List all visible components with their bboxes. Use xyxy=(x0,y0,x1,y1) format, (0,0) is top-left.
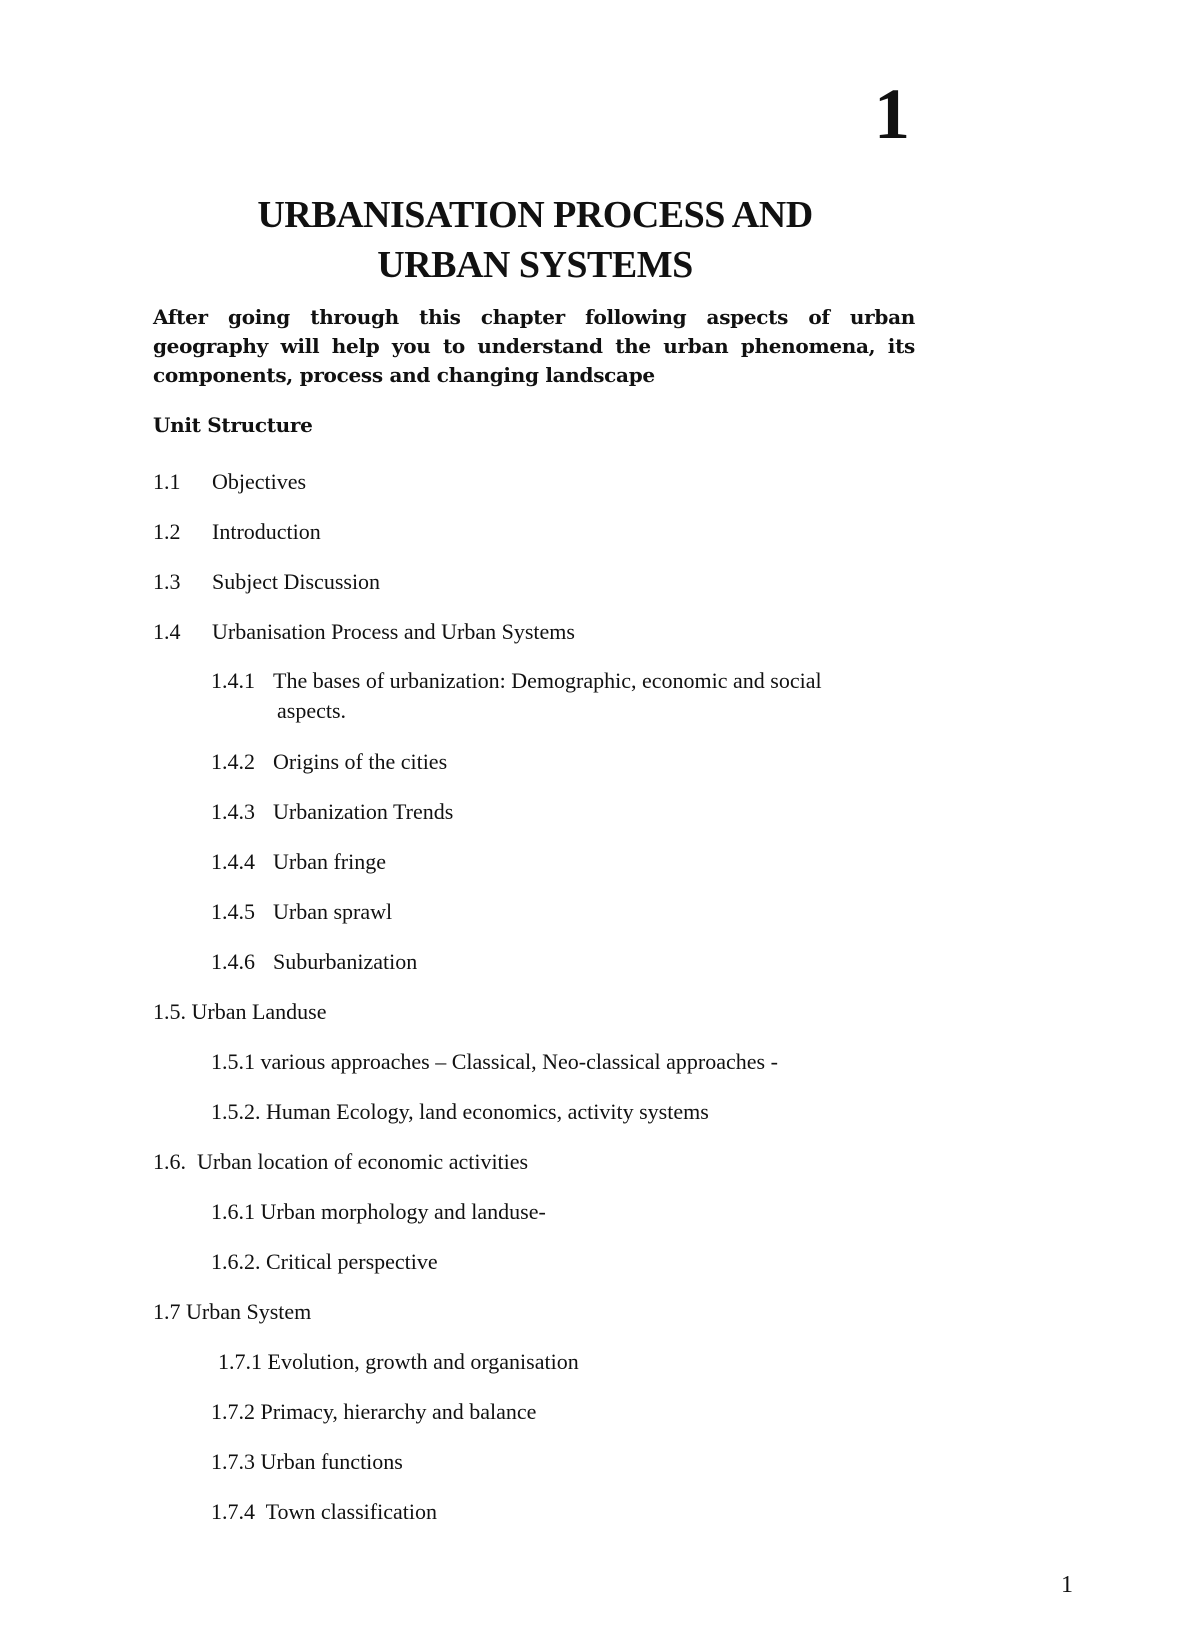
toc-item-1-7-4: 1.7.4 Town classification xyxy=(211,1499,437,1524)
toc-item-1-4 xyxy=(153,616,575,647)
toc-label: Urban sprawl xyxy=(273,899,393,924)
toc-item-1-6-2: 1.6.2. Critical perspective xyxy=(211,1249,438,1274)
toc-number: 1.4.6 xyxy=(211,949,255,974)
toc-item-1-5-2: 1.5.2. Human Ecology, land economics, activity systems xyxy=(211,1099,709,1124)
chapter-title-line-1: URBANISATION PROCESS AND xyxy=(257,194,813,236)
toc-number: 1.4.1 xyxy=(211,668,255,693)
toc-label: The bases of urbanization: Demographic, economic and social xyxy=(273,668,822,693)
toc-item-1-5-1: 1.5.1 various approaches – Classical, Neo-classical approaches - xyxy=(211,1049,778,1074)
toc-number: 1.4 xyxy=(153,619,181,644)
toc-number: 1.2 xyxy=(153,519,181,544)
toc-label: Urbanization Trends xyxy=(273,799,454,824)
toc-label: Subject Discussion xyxy=(212,569,381,594)
toc-item-1-6: 1.6. Urban location of economic activities xyxy=(153,1149,529,1174)
toc-item-1-1 xyxy=(153,466,306,497)
toc-item-1-4-2 xyxy=(211,746,447,777)
toc-number: 1.1 xyxy=(153,469,181,494)
toc-number: 1.4.3 xyxy=(211,799,255,824)
toc-label: Urbanisation Process and Urban Systems xyxy=(212,619,575,644)
toc-item-1-4-6 xyxy=(211,946,417,977)
toc-number: 1.4.4 xyxy=(211,849,255,874)
unit-structure-heading: Unit Structure xyxy=(153,413,313,437)
toc-item-1-4-1 xyxy=(211,666,921,726)
chapter-title xyxy=(155,190,915,290)
toc-number: 1.4.5 xyxy=(211,899,255,924)
chapter-title-line-2: URBAN SYSTEMS xyxy=(377,244,693,286)
toc-label-continuation: aspects. xyxy=(277,698,347,723)
toc-item-1-2 xyxy=(153,516,321,547)
toc-item-1-4-5 xyxy=(211,896,392,927)
toc-item-1-7: 1.7 Urban System xyxy=(153,1299,312,1324)
toc-number: 1.4.2 xyxy=(211,749,255,774)
toc-item-1-6-1: 1.6.1 Urban morphology and landuse- xyxy=(211,1199,546,1224)
chapter-intro: After going through this chapter following aspects of urban geography will help you to understand the urban phenomena, its components, process and changing landscape xyxy=(153,305,915,387)
toc-label: Objectives xyxy=(212,469,307,494)
chapter-number: 1 xyxy=(874,74,910,154)
toc-item-1-3 xyxy=(153,566,380,597)
toc-item-1-7-3: 1.7.3 Urban functions xyxy=(211,1449,403,1474)
toc-item-1-5: 1.5. Urban Landuse xyxy=(153,999,327,1024)
toc-item-1-4-3 xyxy=(211,796,453,827)
toc-label: Introduction xyxy=(212,519,321,544)
toc-label: Origins of the cities xyxy=(273,749,448,774)
toc-item-1-7-1: 1.7.1 Evolution, growth and organisation xyxy=(218,1349,579,1374)
toc-label: Urban fringe xyxy=(273,849,387,874)
toc-label: Suburbanization xyxy=(273,949,418,974)
toc-item-1-4-4 xyxy=(211,846,386,877)
toc-number: 1.3 xyxy=(153,569,181,594)
toc-item-1-7-2: 1.7.2 Primacy, hierarchy and balance xyxy=(211,1399,537,1424)
page-number: 1 xyxy=(1061,1572,1073,1598)
